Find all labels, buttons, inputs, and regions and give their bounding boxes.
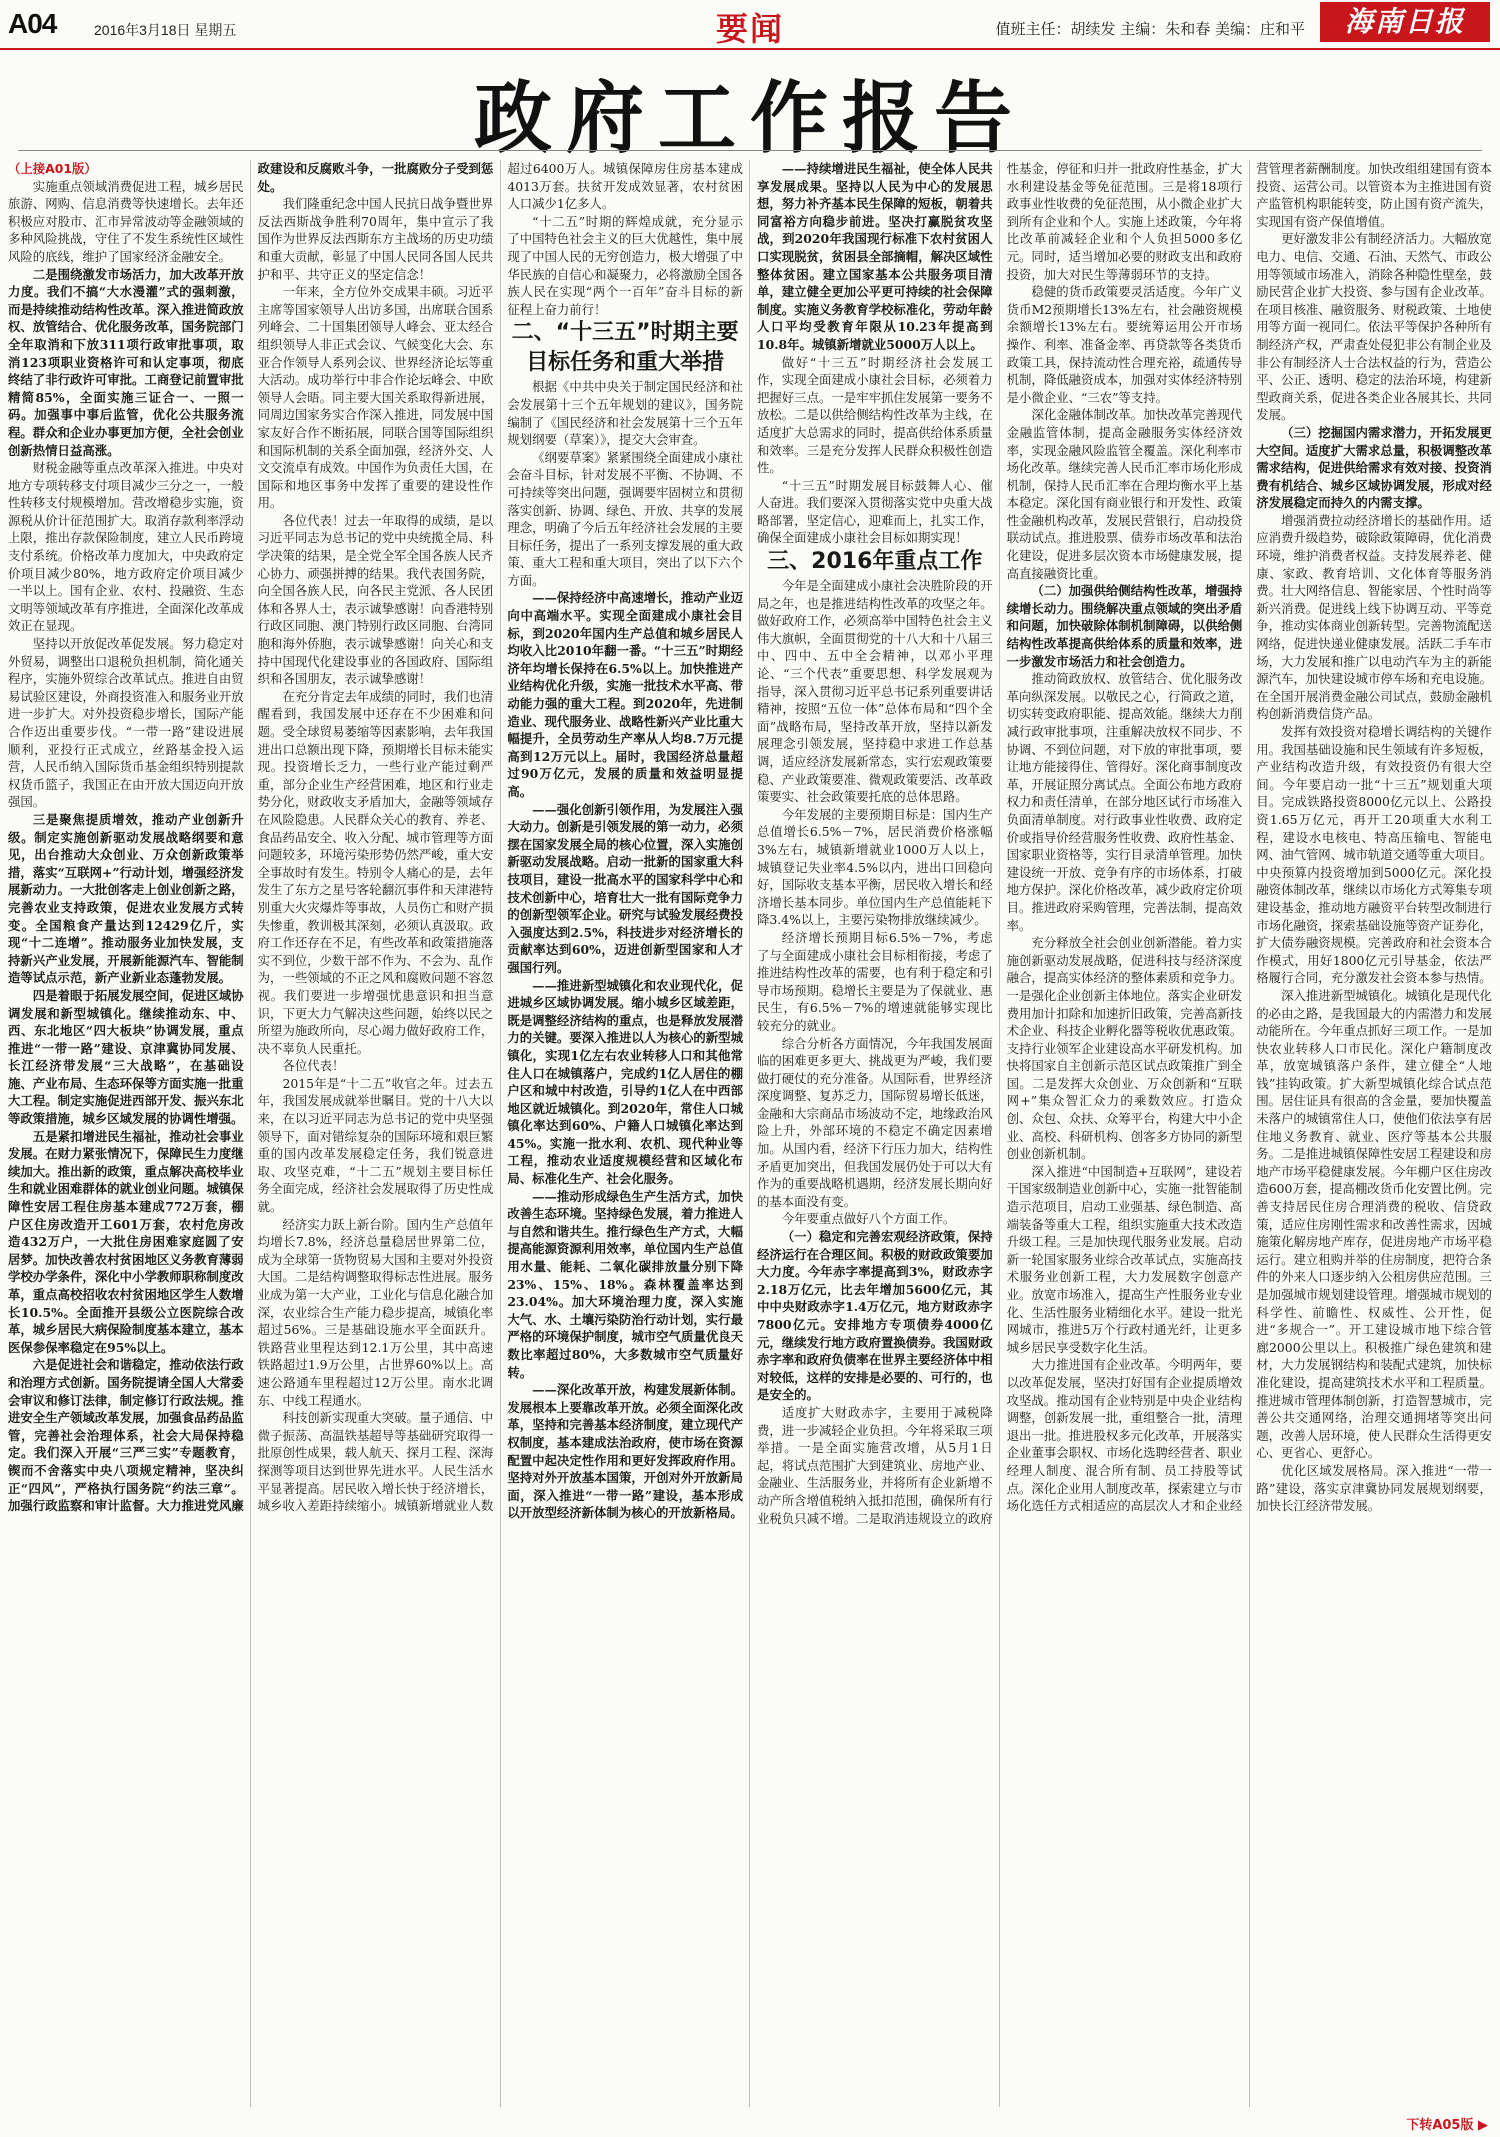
article-paragraph: 深入推进“中国制造+互联网”，建设若干国家级制造业创新中心，实施一批智能制造示范项目，启动工业强基、绿色制造、高端装备等重大工程，组织实施重大技术改造升级工程。三是加快现代服务业发展。启动新一轮国家服务业综合改革试点，实施高技术服务业创新工程，大力发展数字创意产业。放宽市场准入，提高生产性服务业专业化、生活性服务业精细化水平。建设一批光网城市，推进5万个行政村通光纤，让更多城乡居民享受数字化生活。 — [1006, 1163, 1243, 1355]
article-paragraph: 推动简政放权、放管结合、优化服务改革向纵深发展。以敬民之心，行简政之道，切实转变政府职能、提高效能。继续大力削减行政审批事项，注重解决放权不同步、不协调、不到位问题，对下放的审批事项，要让地方能接得住、管得好。深化商事制度改革，开展证照分离试点。全面公布地方政府权力和责任清单，在部分地区试行市场准入负面清单制度。对行政事业性收费、政府定价或指导价经营服务性收费、政府性基金、国家职业资格等，实行目录清单管理。加快建设统一开放、竞争有序的市场体系，打破地方保护。深化价格改革，减少政府定价项目。推进政府采购管理，完善法制，提高效率。 — [1006, 671, 1243, 933]
article-paragraph: “十二五”时期的辉煌成就，充分显示了中国特色社会主义的巨大优越性，集中展现了中国人民的无穷创造力，极大增强了中华民族的自信心和凝聚力，必将激励全国各族人民在实现“两个一百年”奋斗目标的新征程上奋力前行！ — [507, 213, 743, 317]
article-paragraph: 做好“十三五”时期经济社会发展工作，实现全面建成小康社会目标，必须着力把握好三点。一是牢牢抓住发展第一要务不放松。二是以供给侧结构性改革为主线，在适度扩大总需求的同时，提高供给体系质量和效率。三是充分发挥人民群众积极性创造性。 — [756, 354, 993, 476]
article-paragraph: 六是促进社会和谐稳定，推动依法行政和治理方式创新。国务院提请全国人大常委会审议和修订法律，制定修订行政法规。推进安全生产领域改革发展，加强食品药品监管，完善社会治理体系，社会大局保持稳定。我们深入开展“三严三实”专题教育，锲而不舍落实中央八项规定精神，坚决纠正“四风”，严格执行国务院“约法三章”。加强行政监察和审计监督。大力推进党风廉政建设和反腐败斗争，一批腐败分子受到惩处。 — [8, 161, 494, 1514]
editor-credits: 值班主任：胡续发 主编：朱和春 美编：庄和平 — [995, 20, 1305, 38]
section-title: 要闻 — [715, 10, 784, 48]
article-paragraph: 今年是全面建成小康社会决胜阶段的开局之年，也是推进结构性改革的攻坚之年。做好政府工作，必须高举中国特色社会主义伟大旗帜，全面贯彻党的十八大和十八届三中、四中、五中全会精神，以邓小平理论、“三个代表”重要思想、科学发展观为指导，深入贯彻习近平总书记系列重要讲话精神，按照“五位一体”总体布局和“四个全面”战略布局，坚持改革开放，坚持以新发展理念引领发展，坚持稳中求进工作总基调，适应经济发展新常态，实行宏观政策要稳、产业政策要准、微观政策要活、改革政策要实、社会政策要托底的总体思路。 — [756, 578, 993, 805]
article-paragraph: ——强化创新引领作用，为发展注入强大动力。创新是引领发展的第一动力，必须摆在国家发展全局的核心位置，深入实施创新驱动发展战略。启动一批新的国家重大科技项目，建设一批高水平的国家科学中心和技术创新中心，培育壮大一批有国际竞争力的创新型领军企业。研究与试验发展经费投入强度达到2.5%，科技进步对经济增长的贡献率达到60%，迈进创新型国家和人才强国行列。 — [507, 801, 743, 975]
article-paragraph: 三是聚焦提质增效，推动产业创新升级。制定实施创新驱动发展战略纲要和意见，出台推动大众创业、万众创新政策举措，落实“互联网+”行动计划，增强经济发展新动力。一大批创客走上创业创新之路，完善农业支持政策，促进农业发展方式转变。全国粮食产量达到12429亿斤，实现“十二连增”。推动服务业加快发展，支持新兴产业发展，开展新能源汽车、智能制造等试点示范，新产业新业态蓬勃发展。 — [8, 811, 244, 986]
article-paragraph: 充分释放全社会创业创新潜能。着力实施创新驱动发展战略，促进科技与经济深度融合，提高实体经济的整体素质和竞争力。一是强化企业创新主体地位。落实企业研发费用加计扣除和加速折旧政策，完善高新技术企业、科技企业孵化器等税收优惠政策。支持行业领军企业建设高水平研发机构。加快将国家自主创新示范区试点政策推广到全国。二是发挥大众创业、万众创新和“互联网+”集众智汇众力的乘数效应。打造众创、众包、众扶、众筹平台，构建大中小企业、高校、科研机构、创客多方协同的新型创业创新机制。 — [1006, 935, 1243, 1162]
section-heading: 二、“十三五”时期主要目标任务和重大举措 — [511, 320, 739, 376]
article-paragraph: 《纲要草案》紧紧围绕全面建成小康社会奋斗目标，针对发展不平衡、不协调、不可持续等突出问题，强调要牢固树立和贯彻落实创新、协调、绿色、开放、共享的发展理念，明确了今后五年经济社会发展的主要目标任务，提出了一系列支撑发展的重大政策、重大工程和重大项目，突出了以下六个方面。 — [507, 449, 743, 588]
article-paragraph: 深化金融体制改革。加快改革完善现代金融监管体制，提高金融服务实体经济效率，实现金融风险监管全覆盖。深化利率市场化改革。继续完善人民币汇率市场化形成机制，保持人民币汇率在合理均衡水平上基本稳定。深化国有商业银行和开发性、政策性金融机构改革，发展民营银行，启动投贷联动试点。推进股票、债券市场改革和法治化建设，促进多层次资本市场健康发展，提高直接融资比重。 — [1006, 407, 1243, 581]
article-paragraph: 今年发展的主要预期目标是：国内生产总值增长6.5%－7%，居民消费价格涨幅3%左右，城镇新增就业1000万人以上，城镇登记失业率4.5%以内，进出口回稳向好，国际收支基本平衡，居民收入增长和经济增长基本同步。单位国内生产总值能耗下降3.4%以上，主要污染物排放继续减少。 — [756, 806, 993, 928]
headline-rule — [18, 150, 1482, 151]
article-paragraph: 综合分析各方面情况，今年我国发展面临的困难更多更大、挑战更为严峻，我们要做打硬仗的充分准备。从国际看，世界经济深度调整、复苏乏力，国际贸易增长低迷，金融和大宗商品市场波动不定，地缘政治风险上升，外部环境的不稳定不确定因素增加。从国内看，经济下行压力加大，结构性矛盾更加突出，但我国发展仍处于可以大有作为的重要战略机遇期，经济发展长期向好的基本面没有变。 — [756, 1035, 993, 1209]
page-number: A04 — [8, 8, 57, 39]
article-paragraph: 我们隆重纪念中国人民抗日战争暨世界反法西斯战争胜利70周年，集中宣示了我国作为世界反法西斯东方主战场的历史功绩和重大贡献，彰显了中国人民同各国人民共护和平、共守正义的坚定信念！ — [257, 196, 494, 282]
page-footer — [0, 2111, 1500, 2137]
article-paragraph: 四是着眼于拓展发展空间，促进区域协调发展和新型城镇化。继续推动东、中、西、东北地区“四大板块”协调发展，重点推进“一带一路”建设、京津冀协同发展、长江经济带发展“三大战略”，在基础设施、产业布局、生态环保等方面实施一批重大工程。制定实施促进西部开发、振兴东北等政策措施，城乡区域发展的协调性增强。 — [8, 987, 244, 1127]
article-paragraph: 2015年是“十二五”收官之年。过去五年，我国发展成就举世瞩目。党的十八大以来，在以习近平同志为总书记的党中央坚强领导下，面对错综复杂的国际环境和艰巨繁重的国内改革发展稳定任务，我们锐意进取、攻坚克难，“十二五”规划主要目标任务全面完成，经济社会发展取得了历史性成就。 — [257, 1075, 494, 1215]
article-paragraph: 优化区域发展格局。深入推进“一带一路”建设，落实京津冀协同发展规划纲要，加快长江经济带发展。 — [1256, 1462, 1492, 1514]
article-paragraph: 五是紧扣增进民生福祉，推动社会事业发展。在财力紧张情况下，保障民生力度继续加大。推出新的政策，重点解决高校毕业生和就业困难群体的就业创业问题。城镇保障性安居工程住房基本建成772万套，棚户区住房改造开工601万套，农村危房改造432万户，一大批住房困难家庭圆了安居梦。加快改善农村贫困地区义务教育薄弱学校办学条件，深化中小学教师职称制度改革，重点高校招收农村贫困地区学生人数增长10.5%。全面推开县级公立医院综合改革，城乡居民大病保险制度基本建立，基本医保参保率稳定在95%以上。 — [8, 1128, 244, 1355]
article-paragraph: 大力推进国有企业改革。今明两年，要以改革促发展，坚决打好国有企业提质增效攻坚战。推动国有企业特别是中央企业结构调整，创新发展一批，重组整合一批，清理退出一批。推进股权多元化改革，开展落实企业董事会职权、市场化选聘经营者、职业经理人制度、混合所有制、员工持股等试点。深化企业用人制度改革，探索建立与市场化选任方式相适应的高层次人才和企业经营管理者薪酬制度。加快改组组建国有资本投资、运营公司。以管资本为主推进国有资产监管机构职能转变，防止国有资产流失，实现国有资产保值增值。 — [1006, 161, 1492, 1514]
continued-to-label: 下转A05版 — [1406, 2118, 1474, 2133]
page-header — [0, 0, 1500, 50]
article-paragraph: ——持续增进民生福祉，使全体人民共享发展成果。坚持以人民为中心的发展思想，努力补齐基本民生保障的短板，朝着共同富裕方向稳步前进。坚决打赢脱贫攻坚战，到2020年我国现行标准下农村贫困人口实现脱贫，贫困县全部摘帽，解决区域性整体贫困。建立国家基本公共服务项目清单，建立健全更加公平更可持续的社会保障制度。实施义务教育学校标准化，劳动年龄人口平均受教育年限从10.23年提高到10.8年。城镇新增就业5000万人以上。 — [756, 161, 993, 352]
article-paragraph: 今年要重点做好八个方面工作。 — [781, 1211, 956, 1227]
article-paragraph: 二是围绕激发市场活力，加大改革开放力度。我们不搞“大水漫灌”式的强刺激，而是持续推动结构性改革。深入推进简政放权、放管结合、优化服务改革，国务院部门全年取消和下放311项行政审批事项，取消123项职业资格许可和认定事项，彻底终结了非行政许可审批。工商登记前置审批精简85%，全面实施三证合一、一照一码。加强事中事后监管，优化公共服务流程。群众和企业办事更加方便，全社会创业创新热情日益高涨。 — [8, 266, 244, 458]
continued-from: （上接A01版） — [8, 161, 97, 176]
article-paragraph: 科技创新实现重大突破。量子通信、中微子振荡、高温铁基超导等基础研究取得一批原创性成果，载人航天、探月工程、深海探测等项目达到世界先进水平。人民生活水平显著提高。居民收入增长快于经济增长，城乡收入差距持续缩小。城镇新增就业人数超过6400万人。城镇保障房住房基本建成4013万套。扶贫开发成效显著，农村贫困人口减少1亿多人。 — [257, 161, 743, 1514]
article-paragraph: 增强消费拉动经济增长的基础作用。适应消费升级趋势，破除政策障碍，优化消费环境，维护消费者权益。支持发展养老、健康、家政、教育培训、文化体育等服务消费。壮大网络信息、智能家居、个性时尚等新兴消费。促进线上线下协调互动、平等竞争，推动实体商业创新转型。完善物流配送网络，促进快递业健康发展。活跃二手车市场，大力发展和推广以电动汽车为主的新能源汽车，加快建设城市停车场和充电设施。在全国开展消费金融公司试点，鼓励金融机构创新消费信贷产品。 — [1256, 512, 1492, 722]
article-paragraph: 深入推进新型城镇化。城镇化是现代化的必由之路，是我国最大的内需潜力和发展动能所在。今年重点抓好三项工作。一是加快农业转移人口市民化。深化户籍制度改革，放宽城镇落户条件，建立健全“人地钱”挂钩政策。扩大新型城镇化综合试点范围。居住证具有很高的含金量，要加快覆盖未落户的城镇常住人口，使他们依法享有居住地义务教育、就业、医疗等基本公共服务。二是推进城镇保障性安居工程建设和房地产市场平稳健康发展。今年棚户区住房改造600万套，提高棚改货币化安置比例。完善支持居民住房合理消费的税收、信贷政策，适应住房刚性需求和改善性需求，因城施策化解房地产库存，促进房地产市场平稳运行。建立租购并举的住房制度，把符合条件的外来人口逐步纳入公租房供应范围。三是加强城市规划建设管理。增强城市规划的科学性、前瞻性、权威性、公开性，促进“多规合一”。开工建设城市地下综合管廊2000公里以上。积极推广绿色建筑和建材，大力发展钢结构和装配式建筑，加快标准化建设，提高建筑技术水平和工程质量。推进城市管理体制创新，打造智慧城市，完善公共交通网络，治理交通拥堵等突出问题，改善人居环境，使人民群众生活得更安心、更省心、更舒心。 — [1256, 987, 1492, 1461]
article-paragraph: 坚持以开放促改革促发展。努力稳定对外贸易，调整出口退税负担机制，简化通关程序，实施外贸综合改革试点。推进自由贸易试验区建设，外商投资准入和服务业开放进一步扩大。对外投资稳步增长，国际产能合作迈出重要步伐。“一带一路”建设进展顺利，亚投行正式成立，丝路基金投入运营，人民币纳入国际货币基金组织特别提款权货币篮子，我国正在由开放大国迈向开放强国。 — [8, 636, 244, 810]
article-paragraph: 财税金融等重点改革深入推进。中央对地方专项转移支付项目减少三分之一，一般性转移支付规模增加。营改增稳步实施，资源税从价计征范围扩大。取消存款利率浮动上限，推出存款保险制度，建立人民币跨境支付系统。价格改革力度加大，中央政府定价项目减少80%，地方政府定价项目减少一半以上。国有企业、农村、投融资、生态文明等领域改革有序推进，全面深化改革成效正在显现。 — [8, 460, 244, 634]
article-paragraph: 经济增长预期目标6.5%－7%，考虑了与全面建成小康社会目标相衔接，考虑了推进结构性改革的需要，也有利于稳定和引导市场预期。稳增长主要是为了保就业、惠民生，有6.5%－7%的增速就能够实现比较充分的就业。 — [756, 929, 993, 1033]
article-paragraph: （二）加强供给侧结构性改革，增强持续增长动力。围绕解决重点领域的突出矛盾和问题，加快破除体制机制障碍，以供给侧结构性改革提高供给体系的质量和效率，进一步激发市场活力和社会创造力。 — [1006, 583, 1243, 669]
article-body — [8, 160, 1492, 2107]
article-paragraph: 在充分肯定去年成绩的同时，我们也清醒看到，我国发展中还存在不少困难和问题。受全球贸易萎缩等因素影响，去年我国进出口总额出现下降，预期增长目标未能实现。投资增长乏力，一些行业产能过剩严重，部分企业生产经营困难，地区和行业走势分化，财政收支矛盾加大，金融等领域存在风险隐患。人民群众关心的教育、养老、食品药品安全、收入分配、城市管理等方面问题较多，环境污染形势仍然严峻，重大安全事故时有发生。特别令人痛心的是，去年发生了东方之星号客轮翻沉事件和天津港特别重大火灾爆炸等事故，人员伤亡和财产损失惨重，教训极其深刻，必须认真汲取。政府工作还存在不足，有些改革和政策措施落实不到位，少数干部不作为、不会为、乱作为，一些领域的不正之风和腐败问题不容忽视。我们要进一步增强忧患意识和担当意识，下更大力气解决这些问题，始终以民之所望为施政所向，尽心竭力做好政府工作，决不辜负人民重托。 — [257, 688, 494, 1056]
article-paragraph: ——深化改革开放，构建发展新体制。发展根本上要靠改革开放。必须全面深化改革，坚持和完善基本经济制度，建立现代产权制度，基本建成法治政府，使市场在资源配置中起决定性作用和更好发挥政府作用。坚持对外开放基本国策，开创对外开放新局面，深入推进“一带一路”建设，基本形成以开放型经济新体制为核心的开放新格局。 — [507, 1382, 743, 1521]
article-paragraph: 经济实力跃上新台阶。国内生产总值年均增长7.8%，经济总量稳居世界第二位，成为全球第一货物贸易大国和主要对外投资大国。二是结构调整取得标志性进展。服务业成为第一大产业，工业化与信息化融合加深，农业综合生产能力稳步提高，城镇化率超过56%。三是基础设施水平全面跃升。铁路营业里程达到12.1万公里，其中高速铁路超过1.9万公里，占世界60%以上。高速公路通车里程超过12万公里。南水北调东、中线工程通水。 — [257, 1216, 494, 1408]
page-headline: 政府工作报告 — [473, 74, 1026, 164]
newspaper-logo: 海南日报 — [1320, 2, 1490, 42]
article-paragraph: 稳健的货币政策要灵活适度。今年广义货币M2预期增长13%左右，社会融资规模余额增长13%左右。要统筹运用公开市场操作、利率、准备金率、再贷款等各类货币政策工具，保持流动性合理充裕，疏通传导机制，降低融资成本，加强对实体经济特别是小微企业、“三农”等支持。 — [1006, 284, 1243, 405]
article-paragraph: 实施重点领域消费促进工程，城乡居民旅游、网购、信息消费等快速增长。去年还积极应对股市、汇市异常波动等金融领域的多种风险挑战，守住了不发生系统性区域性风险的底线，维护了国家经济金融安全。 — [8, 178, 244, 264]
issue-date: 2016年3月18日 星期五 — [94, 22, 237, 38]
continued-to: 下转A05版 ▶ — [1406, 2118, 1488, 2133]
article-paragraph: 各位代表！ — [282, 1058, 345, 1074]
article-paragraph: “十三五”时期发展目标鼓舞人心、催人奋进。我们要深入贯彻落实党中央重大战略部署，坚定信心，迎难而上，扎实工作，确保全面建成小康社会目标如期实现！ — [756, 477, 993, 546]
article-paragraph: 适度扩大财政赤字，主要用于减税降费，进一步减轻企业负担。今年将采取三项举措。一是全面实施营改增，从5月1日起，将试点范围扩大到建筑业、房地产业、金融业、生活服务业，并将所有企业新增不动产所含增值税纳入抵扣范围，确保所有行业税负只减不增。二是取消违规设立的政府性基金，停征和归并一批政府性基金，扩大水利建设基金等免征范围。三是将18项行政事业性收费的免征范围，从小微企业扩大到所有企业和个人。实施上述政策，今年将比改革前减轻企业和个人负担5000多亿元。同时，适当增加必要的财政支出和政府投资，加大对民生等薄弱环节的支持。 — [756, 161, 1243, 1526]
article-paragraph: ——推进新型城镇化和农业现代化，促进城乡区域协调发展。缩小城乡区域差距，既是调整经济结构的重点，也是释放发展潜力的关键。要深入推进以人为核心的新型城镇化，实现1亿左右农业转移人口和其他常住人口在城镇落户，完成约1亿人居住的棚户区和城中村改造，引导约1亿人在中西部地区就近城镇化。到2020年，常住人口城镇化率达到60%、户籍人口城镇化率达到45%。实施一批水利、农机、现代种业等工程，推动农业适度规模经营和区域化布局、标准化生产、社会化服务。 — [507, 977, 743, 1187]
section-heading: 三、2016年重点工作 — [767, 549, 983, 575]
article-paragraph: 一年来，全方位外交成果丰硕。习近平主席等国家领导人出访多国，出席联合国系列峰会、二十国集团领导人峰会、亚太经合组织领导人非正式会议、气候变化大会、东亚合作领导人系列会议、世界经济论坛等重大活动。成功举行中非合作论坛峰会、中欧领导人会晤。同主要大国关系取得新进展，同周边国家务实合作深入推进，同发展中国家友好合作不断拓展，同联合国等国际组织和国际机制的关系全面加强，经济外交、人文交流卓有成效。中国作为负责任大国，在国际和地区事务中发挥了重要的建设性作用。 — [257, 284, 494, 511]
article-paragraph: （一）稳定和完善宏观经济政策，保持经济运行在合理区间。积极的财政政策要加大力度。今年赤字率提高到3%，财政赤字2.18万亿元，比去年增加5600亿元，其中中央财政赤字1.4万亿元，地方财政赤字7800亿元。安排地方专项债券4000亿元，继续发行地方政府置换债券。我国财政赤字率和政府负债率在世界主要经济体中相对较低，这样的安排是必要的、可行的，也是安全的。 — [756, 1229, 993, 1403]
article-paragraph: ——推动形成绿色生产生活方式，加快改善生态环境。坚持绿色发展，着力推进人与自然和谐共生。推行绿色生产方式，大幅提高能源资源利用效率，单位国内生产总值用水量、能耗、二氧化碳排放量分别下降23%、15%、18%。森林覆盖率达到23.04%。加大环境治理力度，深入实施大气、水、土壤污染防治行动计划，实行最严格的环境保护制度，城市空气质量优良天数比率超过80%，大多数城市空气质量好转。 — [507, 1188, 743, 1380]
article-paragraph: 各位代表！过去一年取得的成绩，是以习近平同志为总书记的党中央统揽全局、科学决策的结果，是全党全军全国各族人民齐心协力、顽强拼搏的结果。我代表国务院，向全国各族人民，向各民主党派、各人民团体和各界人士，表示诚挚感谢！向香港特别行政区同胞、澳门特别行政区同胞、台湾同胞和海外侨胞，表示诚挚感谢！向关心和支持中国现代化建设事业的各国政府、国际组织和各国朋友，表示诚挚感谢！ — [257, 512, 494, 687]
article-paragraph: 更好激发非公有制经济活力。大幅放宽电力、电信、交通、石油、天然气、市政公用等领域市场准入，消除各种隐性壁垒，鼓励民营企业扩大投资、参与国有企业改革。在项目核准、融资服务、财税政策、土地使用等方面一视同仁。依法平等保护各种所有制经济产权，严肃查处侵犯非公有制企业及非公有制经济人士合法权益的行为，营造公平、公正、透明、稳定的法治环境，构建新型政商关系，促进各类企业各展其长、共同发展。 — [1256, 231, 1492, 423]
article-paragraph: 发挥有效投资对稳增长调结构的关键作用。我国基础设施和民生领域有许多短板，产业结构改造升级，有效投资仍有很大空间。今年要启动一批“十三五”规划重大项目。完成铁路投资8000亿元以上、公路投资1.65万亿元，再开工20项重大水利工程，建设水电核电、特高压输电、智能电网、油气管网、城市轨道交通等重大项目。中央预算内投资增加到5000亿元。深化投融资体制改革，继续以市场化方式筹集专项建设基金，推动地方融资平台转型改制进行市场化融资，探索基础设施等资产证券化，扩大债券融资规模。完善政府和社会资本合作模式，用好1800亿元引导基金，依法严格履行合同，充分激发社会资本参与热情。 — [1256, 724, 1492, 986]
article-paragraph: 根据《中共中央关于制定国民经济和社会发展第十三个五年规划的建议》，国务院编制了《国民经济和社会发展第十三个五年规划纲要（草案）》，提交大会审查。 — [507, 379, 743, 448]
article-paragraph: （三）挖掘国内需求潜力，开拓发展更大空间。适度扩大需求总量，积极调整改革需求结构，促进供给需求有效对接、投资消费有机结合、城乡区域协调发展，形成对经济发展稳定而持久的内需支撑。 — [1256, 424, 1492, 511]
article-paragraph: ——保持经济中高速增长，推动产业迈向中高端水平。实现全面建成小康社会目标，到2020年国内生产总值和城乡居民人均收入比2010年翻一番。“十三五”时期经济年均增长保持在6.5%以上。加快推进产业结构优化升级，实施一批技术水平高、带动能力强的重大工程。到2020年，先进制造业、现代服务业、战略性新兴产业比重大幅提升，全员劳动生产率从人均8.7万元提高到12万元以上。届时，我国经济总量超过90万亿元，发展的质量和效益明显提高。 — [507, 590, 743, 799]
